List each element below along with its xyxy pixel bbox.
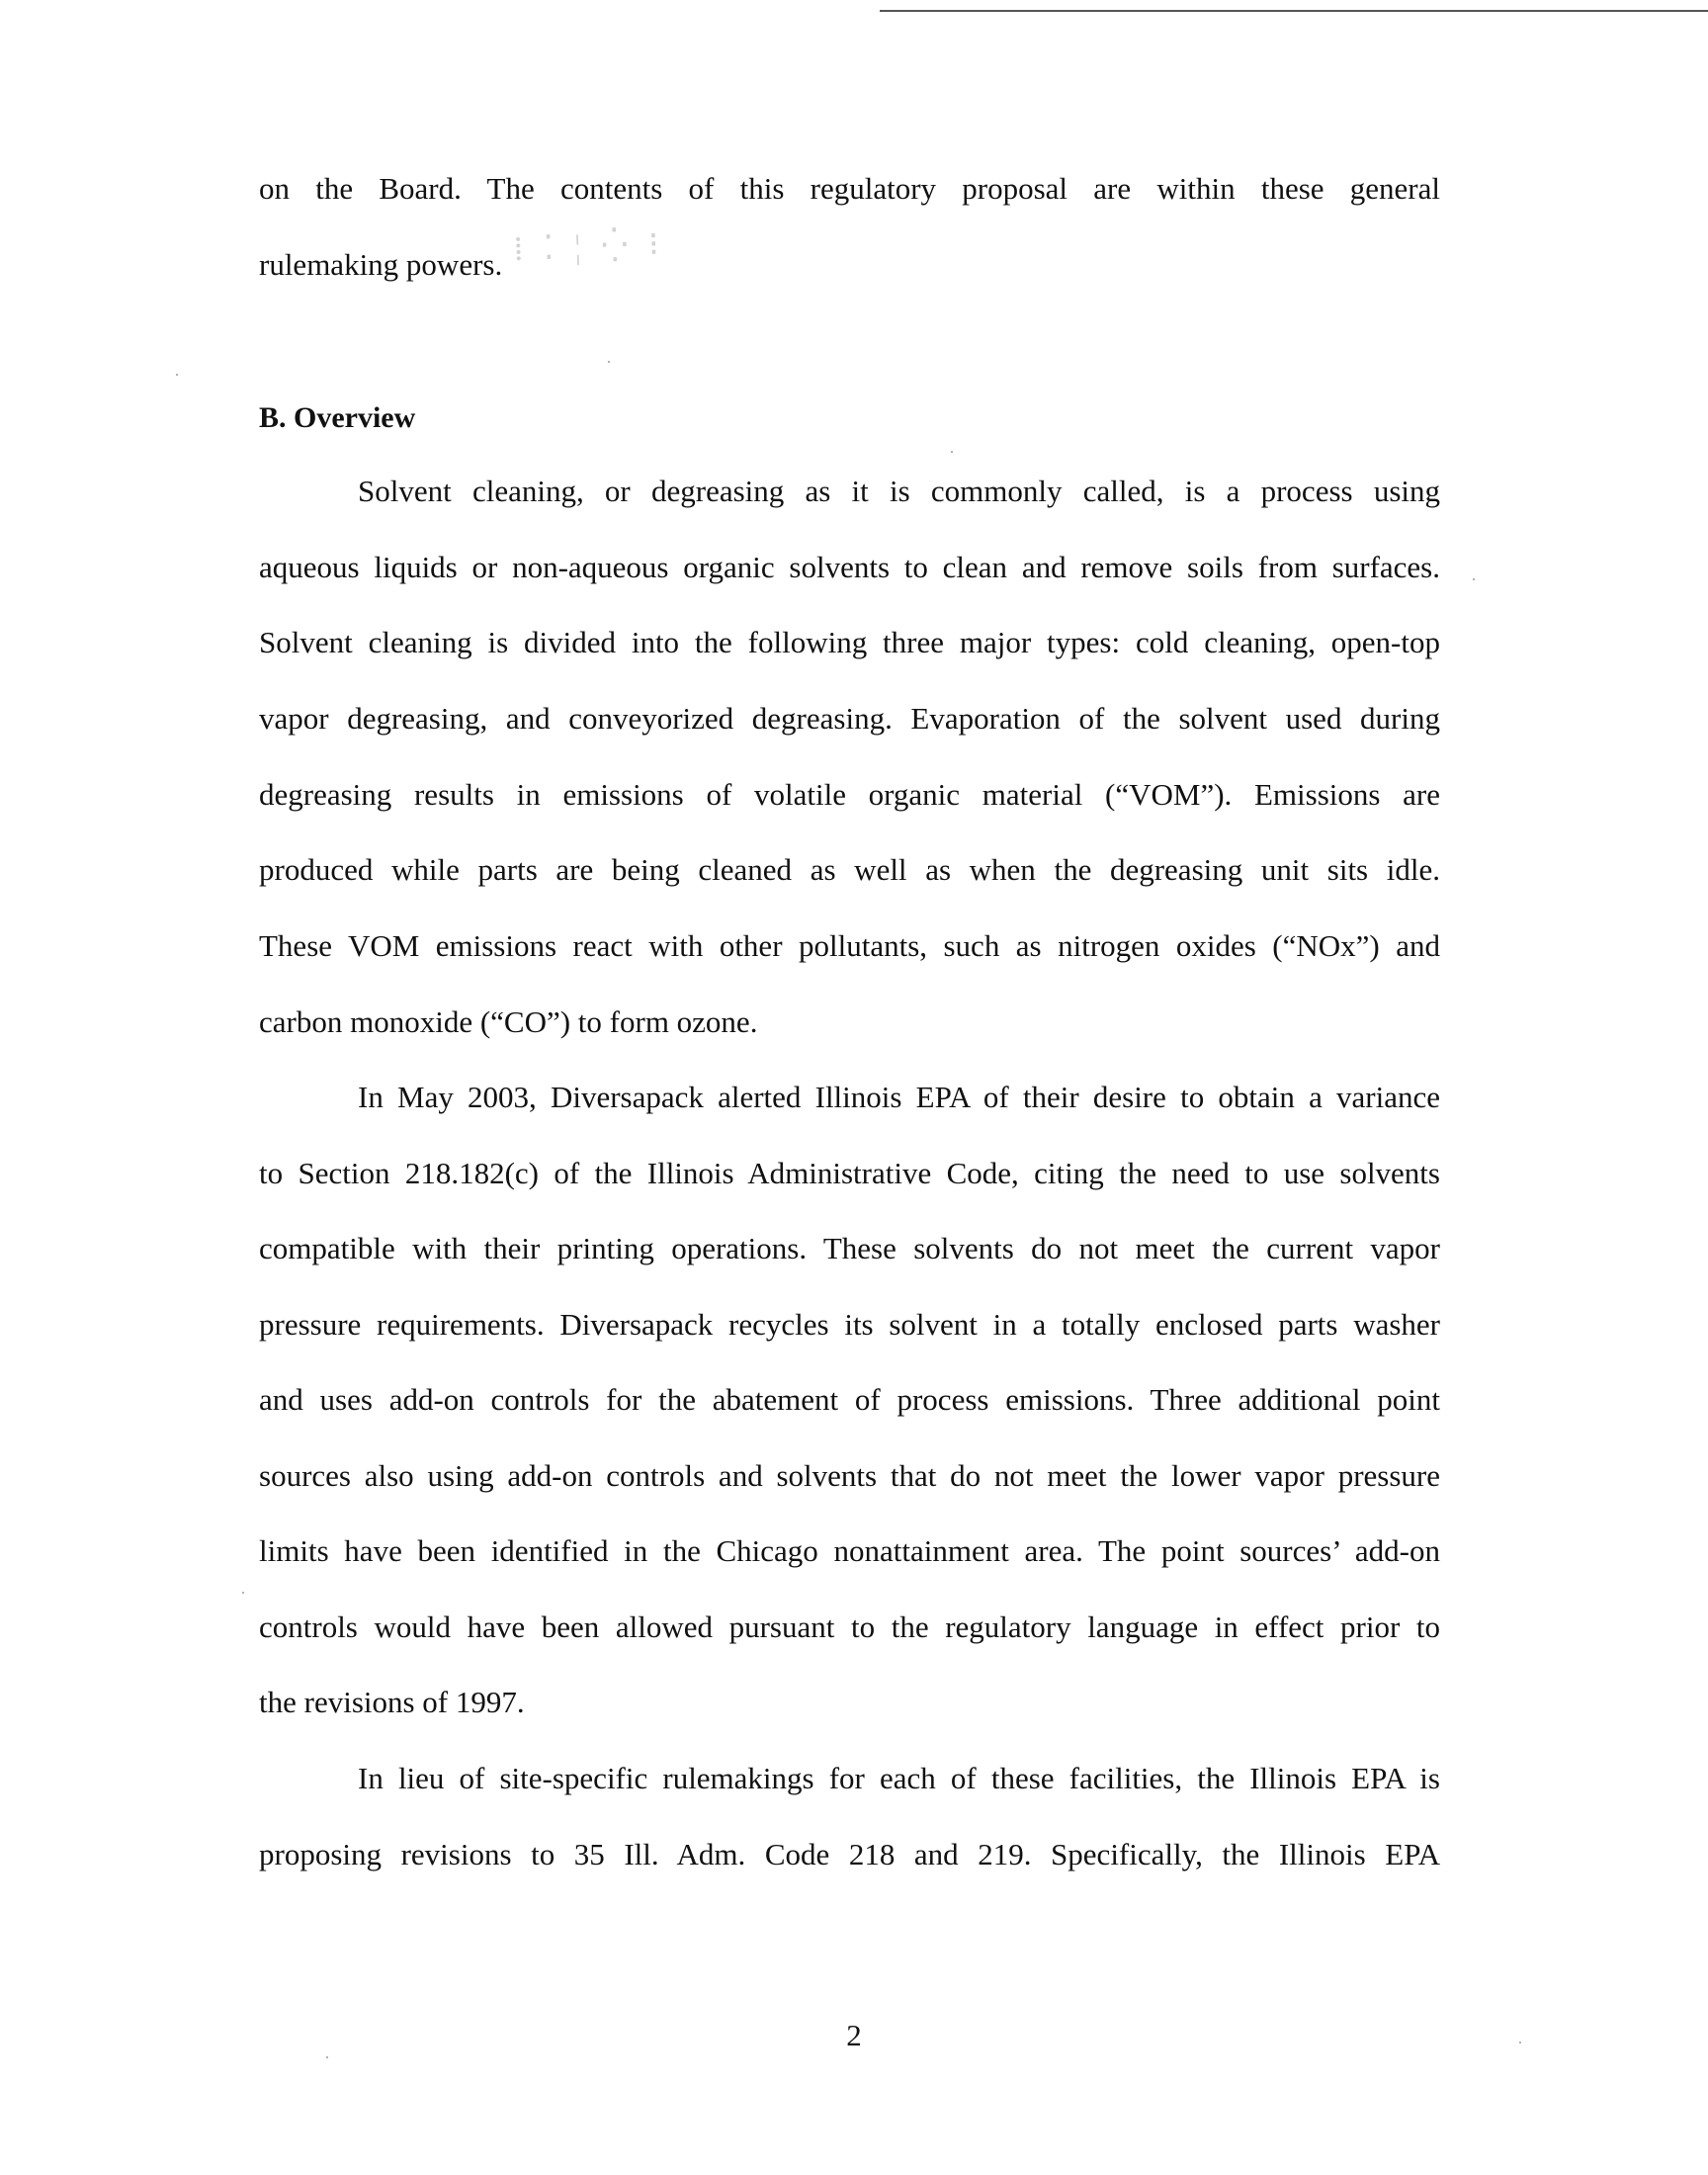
- top-rule: [880, 10, 1708, 12]
- paragraph-line: the revisions of 1997.: [259, 1685, 525, 1719]
- paragraph-line: vapor degreasing, and conveyorized degreasing. Evaporation of the solvent used during: [259, 701, 1440, 736]
- paragraph-line: to Section 218.182(c) of the Illinois Administrative Code, citing the need to use solvents: [259, 1156, 1440, 1190]
- scan-speck: [951, 451, 953, 453]
- paragraph-line: Solvent cleaning, or degreasing as it is commonly called, is a process using: [358, 474, 1440, 508]
- scan-speck: [326, 2056, 328, 2058]
- paragraph-line: compatible with their printing operations. These solvents do not meet the current vapor: [259, 1231, 1440, 1265]
- section-heading: B. Overview: [259, 401, 416, 434]
- paragraph-line: Solvent cleaning is divided into the following three major types: cold cleaning, open-top: [259, 625, 1440, 659]
- scan-speck: [608, 361, 610, 363]
- paragraph-line: sources also using add-on controls and solvents that do not meet the lower vapor pressure: [259, 1458, 1440, 1493]
- paragraph-line: In lieu of site-specific rulemakings for each of these facilities, the Illinois EPA is: [358, 1761, 1440, 1795]
- paragraph-line: proposing revisions to 35 Ill. Adm. Code 218 and 219. Specifically, the Illinois EPA: [259, 1837, 1440, 1871]
- paragraph-line: produced while parts are being cleaned as well as when the degreasing unit sits idle.: [259, 852, 1440, 887]
- paragraph-line: limits have been identified in the Chicago nonattainment area. The point sources’ add-on: [259, 1533, 1440, 1568]
- continuation-line: on the Board. The contents of this regulatory proposal are within these general: [259, 171, 1440, 206]
- paragraph-line: pressure requirements. Diversapack recycles its solvent in a totally enclosed parts washer: [259, 1307, 1440, 1342]
- continuation-line: rulemaking powers.: [259, 247, 503, 282]
- paragraph-line: aqueous liquids or non-aqueous organic solvents to clean and remove soils from surfaces.: [259, 550, 1440, 584]
- scan-speck: [242, 1592, 244, 1594]
- paragraph-line: In May 2003, Diversapack alerted Illinois EPA of their desire to obtain a variance: [358, 1080, 1440, 1114]
- page-number: 2: [846, 2018, 862, 2052]
- paragraph-line: and uses add-on controls for the abatement of process emissions. Three additional point: [259, 1382, 1440, 1417]
- paragraph-line: degreasing results in emissions of volatile organic material (“VOM”). Emissions are: [259, 777, 1440, 812]
- paragraph-line: These VOM emissions react with other pollutants, such as nitrogen oxides (“NOx”) and: [259, 928, 1440, 963]
- scan-speck: [1519, 2042, 1521, 2044]
- scan-speck: [1473, 578, 1475, 580]
- faint-scan-mark: ⁞ ⁚ ¦ ⁛ ⁝: [513, 225, 666, 269]
- paragraph-line: controls would have been allowed pursuant to the regulatory language in effect prior to: [259, 1610, 1440, 1644]
- paragraph-line: carbon monoxide (“CO”) to form ozone.: [259, 1004, 758, 1039]
- scan-speck: [176, 374, 178, 376]
